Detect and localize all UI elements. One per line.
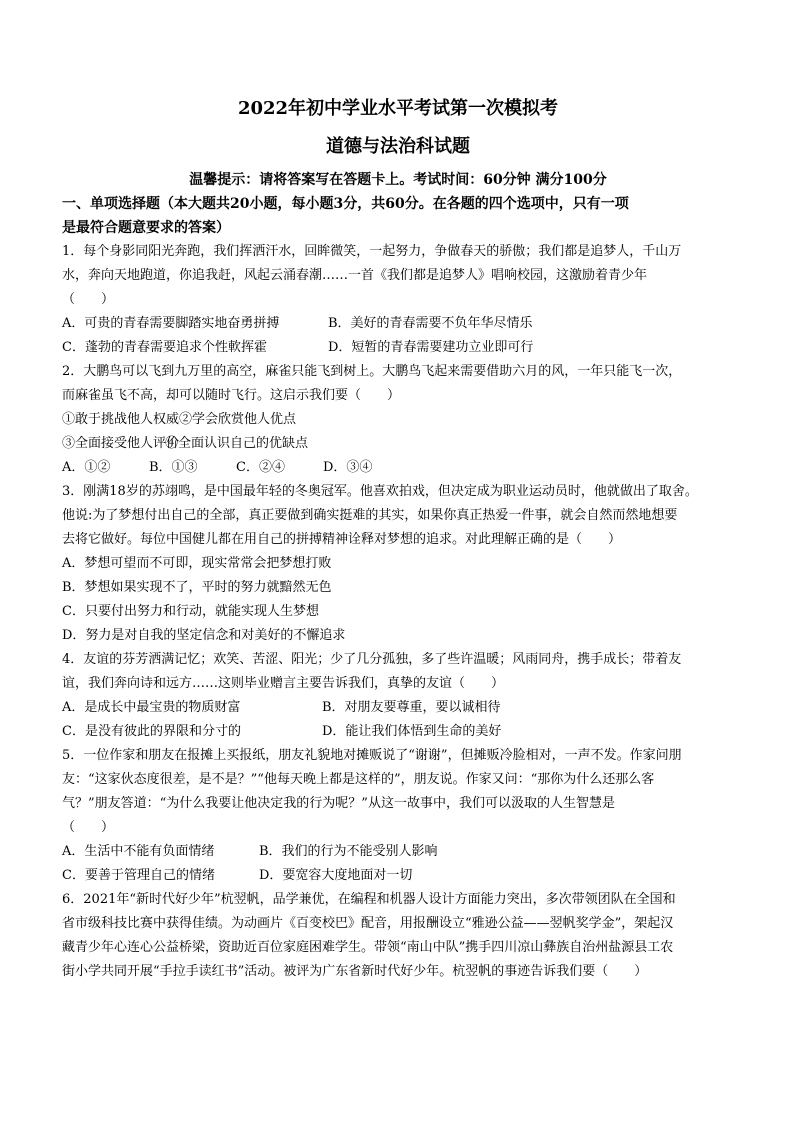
option-d: D．要宽容大度地面对一切: [259, 868, 413, 883]
question-5-text-1: 5．一位作家和朋友在报摊上买报纸，朋友礼貌地对摊贩说了“谢谢”，但摊贩冷脸相对，一声不发。作家问朋: [62, 748, 682, 763]
question-3: [62, 480, 734, 648]
section-heading-line1: 一、单项选择题（本大题共20小题，每小题3分，共60分。在各题的四个选项中，只有一项: [62, 196, 629, 212]
question-3-text-3: 去将它做好。每位中国健儿都在用自己的拼搏精神诠释对梦想的追求。对此理解正确的是（ ）: [62, 532, 622, 547]
question-1: [62, 240, 734, 360]
exam-title: 2022年初中学业水平考试第一次模拟考: [237, 98, 559, 119]
option-c: C．蓬勃的青春需要追求个性軟挥霍: [62, 340, 267, 355]
question-5-options-cd: [62, 864, 734, 888]
option-d: D．能让我们体悟到生命的美好: [322, 724, 502, 739]
question-6-text-4: 街小学共同开展“手拉手读红书”活动。被评为广东省新时代好少年。杭翌帆的事迹告诉我们要（ ）: [62, 964, 648, 979]
option-d: D．③④: [323, 460, 373, 475]
question-5: [62, 744, 734, 888]
section-heading-line2: 是最符合题意要求的答案）: [62, 220, 230, 236]
option-b: B．我们的行为不能受别人影响: [259, 844, 438, 859]
statement-1: ①敢于挑战他人权威: [62, 412, 180, 427]
option-c: C．要善于管理自己的情绪: [62, 868, 215, 883]
statement-2: ②学会欣赏他人优点: [179, 412, 297, 427]
statement-4: ④全面认识自己的优缺点: [165, 436, 309, 451]
exam-subject: 道德与法治科试题: [326, 136, 470, 157]
option-a: A．是成长中最宝贵的物质财富: [62, 700, 241, 715]
question-5-text-2: 友：“这家伙态度很差，是不是？”“他每天晚上都是这样的”，朋友说。作家又问：“那你为什么还那么客: [62, 772, 655, 787]
question-6-text-3: 藏青少年心连心公益桥梁，资助近百位家庭困难学生。带领“南山中队”携手四川凉山彝族自治州盐源县工农: [62, 940, 674, 955]
option-b: B．①③: [149, 460, 198, 475]
question-4-text-2: 谊，我们奔向诗和远方……这则毕业赠言主要告诉我们，真挚的友谊（ ）: [62, 676, 505, 691]
option-a: A．①②: [62, 460, 111, 475]
question-5-text-3: 气？”朋友答道：“为什么我要让他决定我的行为呢？”从这一故事中，我们可以汲取的人生智慧是: [62, 796, 615, 811]
question-4-text-1: 4．友谊的芬芳洒满记忆；欢笑、苦涩、阳光；少了几分孤独，多了些许温暖；风雨同舟，携手成长；带着友: [62, 652, 682, 667]
question-3-text-2: 他说:为了梦想付出自己的全部，真正要做到确实挺难的其实，如果你真正热爱一件事，就会自然而然地想要: [62, 508, 678, 523]
question-5-text-4: （ ）: [62, 820, 115, 835]
question-2-text-1: 2．大鹏鸟可以飞到九万里的高空，麻雀只能飞到树上。大鹏鸟飞起来需要借助六月的风，一年只能飞一次，: [62, 364, 682, 379]
question-2-text-2: 而麻雀虽飞不高，却可以随时飞行。这启示我们要（ ）: [62, 388, 401, 403]
question-6-text-1: 6．2021年“新时代好少年”杭翌帆，品学兼优，在编程和机器人设计方面能力突出，多次带领团队在全国和: [62, 892, 676, 907]
option-b: B．对朋友要尊重，要以诚相待: [322, 700, 501, 715]
question-1-text-1: 1．每个身影同阳光奔跑，我们挥洒汗水，回眸微笑，一起努力，争做春天的骄傲；我们都是追梦人，千山万: [62, 244, 682, 259]
option-c: C．只要付出努力和行动，就能实现人生梦想: [62, 604, 319, 619]
option-b: B．梦想如果实现不了，平时的努力就黯然无色: [62, 580, 332, 595]
option-a: A．梦想可望而不可即，现实常常会把梦想打败: [62, 556, 332, 571]
option-d: D．努力是对自我的坚定信念和对美好的不懈追求: [62, 628, 346, 643]
question-1-options-ab: [62, 312, 734, 336]
question-1-text-2: 水，奔向天地跑道，你追我赶，风起云涌春潮……一首《我们都是追梦人》唱响校园，这激励着青少年: [62, 268, 648, 283]
question-2-statements-12: [62, 408, 734, 432]
question-4: [62, 648, 734, 744]
question-5-options-ab: [62, 840, 734, 864]
option-d: D．短暂的青春需要建功立业即可行: [328, 340, 534, 355]
option-a: A．可贵的青春需要脚踏实地奋勇拼搏: [62, 316, 280, 331]
option-b: B．美好的青春需要不负年华尽情乐: [328, 316, 533, 331]
question-6: [62, 888, 734, 984]
exam-tip: 温馨提示：请将答案写在答题卡上。考试时间：60分钟 满分100分: [189, 172, 607, 188]
question-2: [62, 360, 734, 480]
question-4-options-ab: [62, 696, 734, 720]
option-a: A．生活中不能有负面情绪: [62, 844, 215, 859]
question-1-text-3: （ ）: [62, 292, 115, 307]
option-c: C．②④: [236, 460, 285, 475]
statement-3: ③全面接受他人评价: [62, 436, 180, 451]
option-c: C．是没有彼此的界限和分寸的: [62, 724, 241, 739]
question-2-statements-34: [62, 432, 734, 456]
question-1-options-cd: [62, 336, 734, 360]
question-4-options-cd: [62, 720, 734, 744]
question-3-text-1: 3．刚满18岁的苏翊鸣，是中国最年轻的冬奥冠军。他喜欢拍戏，但决定成为职业运动员时，他就做出了取舍。: [62, 484, 698, 499]
question-6-text-2: 省市级科技比赛中获得佳绩。为动画片《百变校巴》配音，用报酬设立“雅逊公益——翌帆奖学金”，架起汉: [62, 916, 674, 931]
question-2-options: [62, 456, 734, 480]
exam-page: [62, 96, 734, 984]
